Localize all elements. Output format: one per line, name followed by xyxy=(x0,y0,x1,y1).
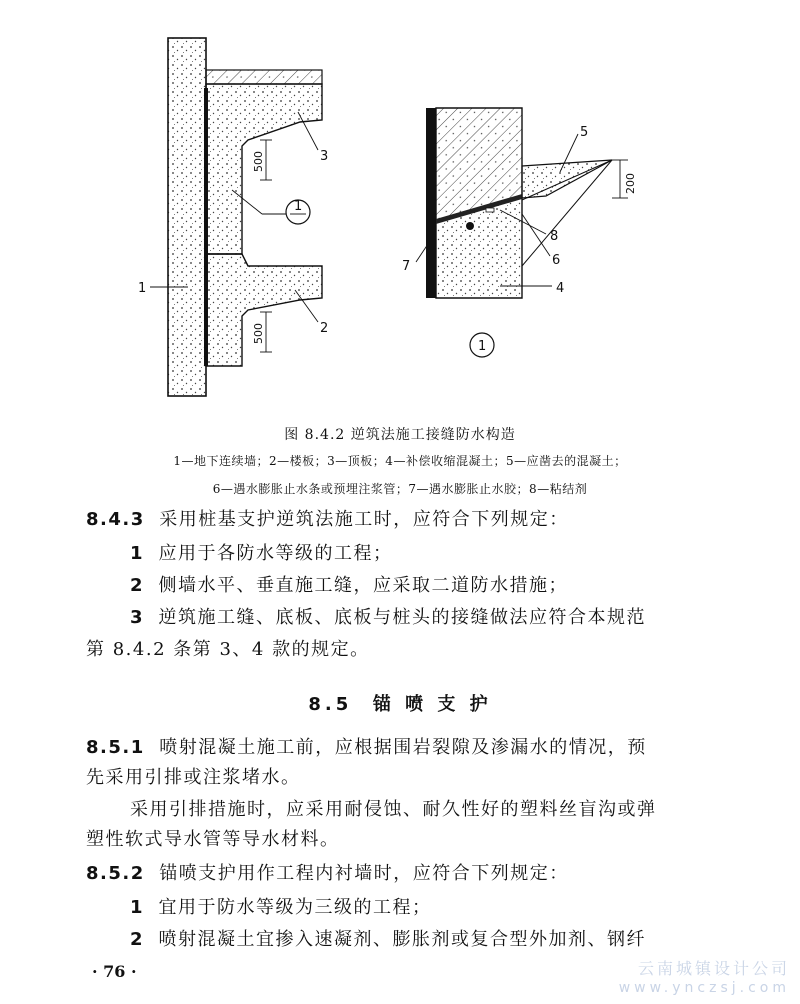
item-number: 1 xyxy=(130,897,145,918)
item-number: 2 xyxy=(130,575,145,596)
figure-legend-line2: 6—遇水膨胀止水条或预埋注浆管；7—遇水膨胀止水胶；8—粘结剂 xyxy=(212,482,588,496)
section-number: 8.5 xyxy=(308,694,353,715)
callout-3: 3 xyxy=(320,149,329,164)
figure-caption: 图 8.4.2 逆筑法施工接缝防水构造 xyxy=(284,427,516,443)
callout-7: 7 xyxy=(402,259,411,274)
detail-ref: 1 xyxy=(294,199,303,214)
clause-8-4-3-item-1 xyxy=(130,542,392,566)
watermark-line2: www.ynczsj.com xyxy=(618,980,790,996)
clause-number: 8.5.1 xyxy=(86,737,145,758)
detail-label: 1 xyxy=(478,339,487,354)
clause-8-5-1-para2-cont: 塑性软式导水管等导水材料。 xyxy=(86,829,340,850)
clause-8-4-3-item-2 xyxy=(130,574,568,598)
callout-5: 5 xyxy=(580,125,589,140)
dimension-200: 200 xyxy=(624,173,637,194)
item-text: 宜用于防水等级为三级的工程； xyxy=(158,897,432,918)
clause-8-4-3-item-3-cont: 第 8.4.2 条第 3、4 款的规定。 xyxy=(86,639,370,660)
section-heading-8-5 xyxy=(0,690,800,716)
clause-8-5-2-item-1 xyxy=(130,896,431,920)
item-text: 喷射混凝土宜掺入速凝剂、膨胀剂或复合型外加剂、钢纤 xyxy=(158,929,646,950)
clause-text: 锚喷支护用作工程内衬墙时，应符合下列规定： xyxy=(159,863,569,884)
dimension-500-top: 500 xyxy=(252,151,265,172)
callout-4: 4 xyxy=(556,281,565,296)
item-text: 逆筑施工缝、底板、底板与桩头的接缝做法应符合本规范 xyxy=(158,607,646,628)
right-detail-drawing xyxy=(402,108,637,357)
clause-number: 8.4.3 xyxy=(86,509,145,530)
callout-1: 1 xyxy=(138,281,147,296)
clause-8-4-3 xyxy=(86,508,569,532)
section-title: 锚 喷 支 护 xyxy=(372,694,492,715)
dimension-500-bottom: 500 xyxy=(252,323,265,344)
clause-8-5-1 xyxy=(86,736,647,760)
clause-number: 8.5.2 xyxy=(86,863,145,884)
clause-8-5-1-cont: 先采用引排或注浆堵水。 xyxy=(86,767,301,788)
watermark-line1: 云南城镇设计公司 xyxy=(637,959,790,978)
item-number: 2 xyxy=(130,929,145,950)
clause-8-5-1-para2: 采用引排措施时，应采用耐侵蚀、耐久性好的塑料丝盲沟或弹 xyxy=(130,799,657,820)
clause-8-5-2 xyxy=(86,862,569,886)
left-section-drawing xyxy=(138,38,328,396)
callout-8: 8 xyxy=(550,229,559,244)
construction-joint-figure xyxy=(0,0,800,420)
clause-text: 采用桩基支护逆筑法施工时，应符合下列规定： xyxy=(159,509,569,530)
clause-8-4-3-item-3 xyxy=(130,606,646,630)
item-text: 应用于各防水等级的工程； xyxy=(158,543,393,564)
item-number: 1 xyxy=(130,543,145,564)
figure-legend-line1: 1—地下连续墙；2—楼板；3—顶板；4—补偿收缩混凝土；5—应凿去的混凝土； xyxy=(173,454,627,468)
clause-8-5-2-item-2 xyxy=(130,928,646,952)
clause-text: 喷射混凝土施工前，应根据围岩裂隙及渗漏水的情况，预 xyxy=(159,737,647,758)
callout-6: 6 xyxy=(552,253,561,268)
item-text: 侧墙水平、垂直施工缝，应采取二道防水措施； xyxy=(158,575,568,596)
callout-2: 2 xyxy=(320,321,329,336)
item-number: 3 xyxy=(130,607,145,628)
page-number: · 76 · xyxy=(92,962,137,981)
